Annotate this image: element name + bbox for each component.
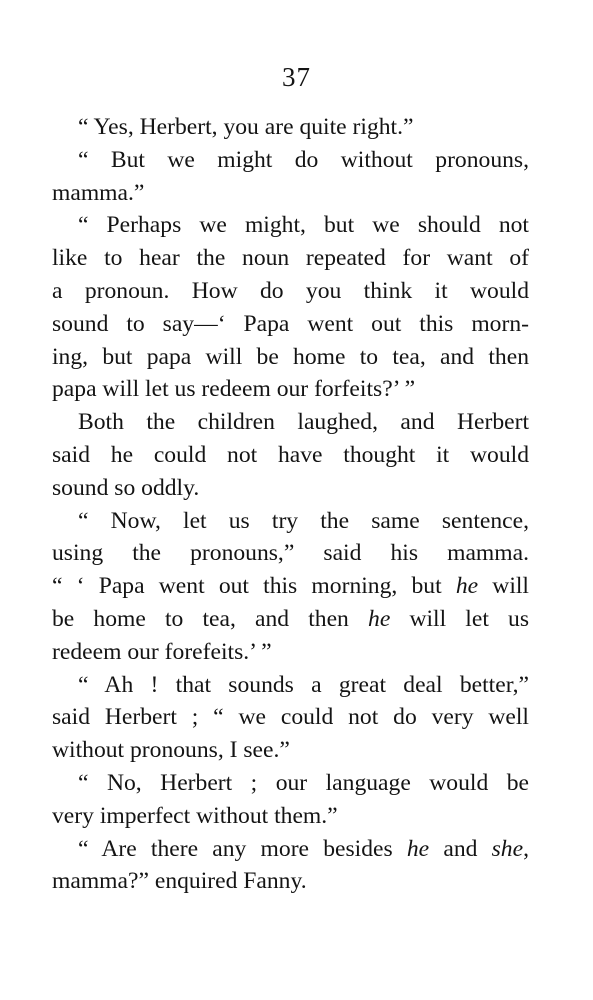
text-line (52, 505, 529, 538)
text-line (52, 734, 529, 767)
text-segment: will (478, 573, 529, 600)
text-segment: “ But we might do without pronouns, (78, 146, 529, 173)
text-segment: redeem our forefeits.’ ” (52, 638, 272, 665)
text-segment: said he could not have thought it would (52, 441, 529, 468)
text-segment: “ No, Herbert ; our language would be (78, 769, 529, 796)
text-segment: will let us (390, 605, 530, 632)
italic-text: he (406, 835, 430, 862)
text-line (52, 800, 529, 833)
text-line (52, 406, 529, 439)
text-segment: “ Ah ! that sounds a great deal better,” (78, 671, 529, 698)
text-segment: and (429, 835, 492, 862)
text-line (52, 603, 529, 636)
text-line (52, 242, 529, 275)
page-number: 37 (282, 62, 311, 92)
text-segment: “ Yes, Herbert, you are quite right.” (78, 114, 414, 140)
text-segment: “ Now, let us try the same sentence, (78, 507, 529, 534)
body-text (52, 111, 529, 898)
text-line (52, 472, 529, 505)
text-line (52, 209, 529, 242)
text-line (52, 144, 529, 177)
text-line (52, 275, 529, 308)
text-segment: “ ‘ Papa went out this morning, but (52, 573, 456, 600)
text-segment: said Herbert ; “ we could not do very well (52, 704, 529, 731)
text-line (52, 636, 529, 669)
text-segment: sound to say—‘ Papa went out this morn- (52, 310, 529, 337)
text-line (52, 669, 529, 702)
italic-text: he (455, 573, 479, 600)
text-line (52, 767, 529, 800)
text-segment: papa will let us redeem our forfeits?’ ” (52, 376, 416, 403)
text-segment: using the pronouns,” said his mamma. (52, 540, 529, 567)
text-segment: “ Perhaps we might, but we should not (78, 212, 529, 239)
text-segment: be home to tea, and then (52, 605, 369, 632)
text-segment: very imperfect without them.” (52, 802, 338, 829)
text-segment: mamma?” enquired Fanny. (52, 868, 307, 895)
text-line (52, 177, 529, 210)
text-segment: sound so oddly. (52, 474, 200, 501)
text-segment: like to hear the noun repeated for want of (52, 245, 529, 272)
text-segment: , (523, 835, 529, 862)
text-line (52, 439, 529, 472)
text-line (52, 111, 529, 144)
text-segment: mamma.” (52, 179, 145, 206)
text-line (52, 537, 529, 570)
italic-text: he (368, 605, 391, 632)
text-line (52, 865, 529, 898)
text-segment: a pronoun. How do you think it would (52, 277, 529, 304)
text-segment: Both the children laughed, and Herbert (78, 409, 529, 436)
text-segment: without pronouns, I see.” (52, 737, 290, 764)
text-line (52, 570, 529, 603)
text-line (52, 833, 529, 866)
italic-text: she (491, 835, 524, 862)
text-segment: “ Are there any more besides (78, 835, 407, 862)
text-line (52, 341, 529, 374)
text-line (52, 701, 529, 734)
text-segment: ing, but papa will be home to tea, and then (52, 343, 529, 370)
text-line (52, 373, 529, 406)
text-line (52, 308, 529, 341)
